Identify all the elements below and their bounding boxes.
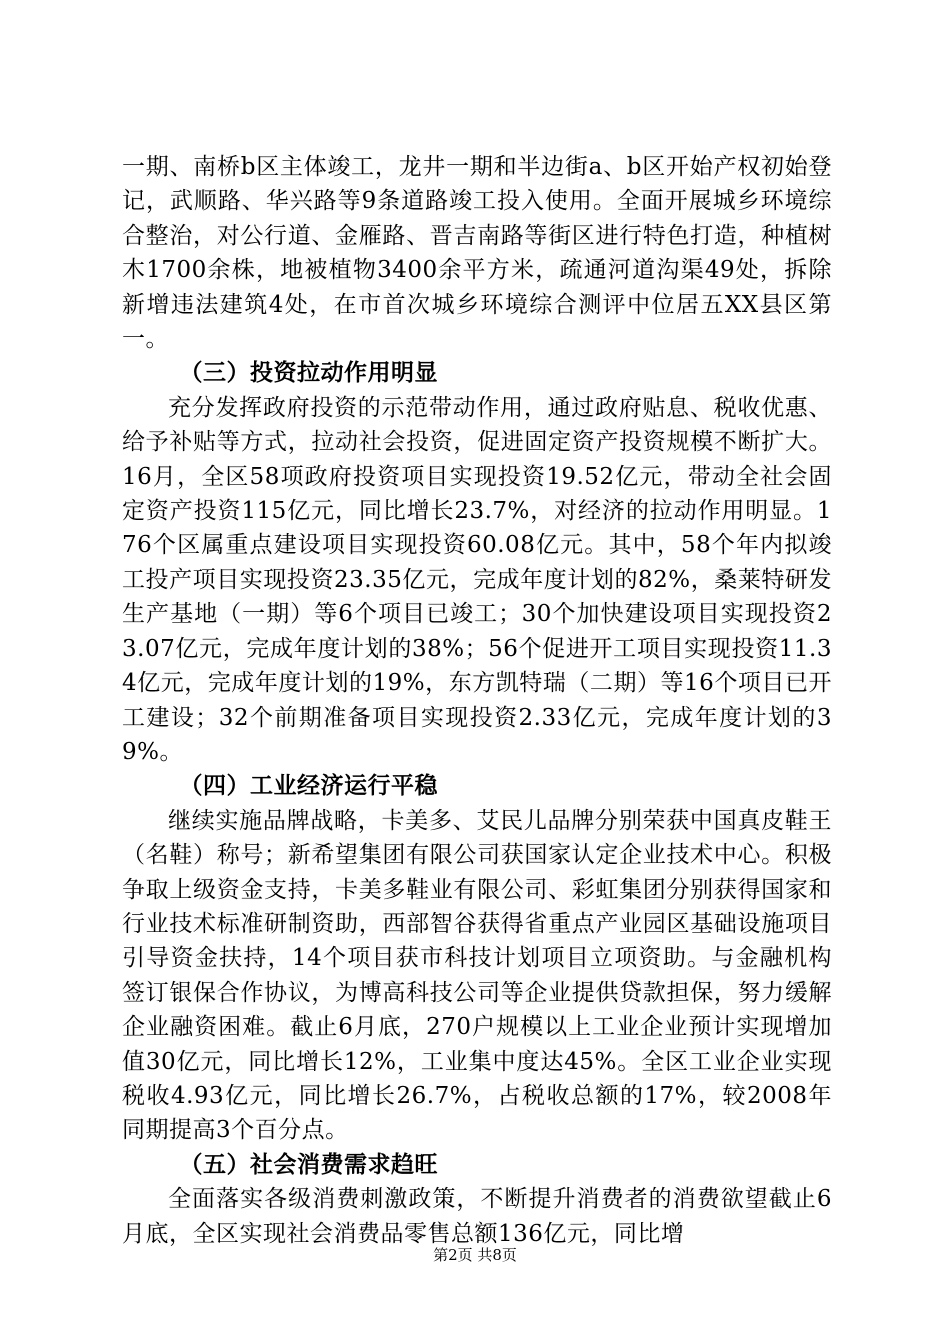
paragraph-consumption: 全面落实各级消费刺激政策，不断提升消费者的消费欲望截止6月底，全区实现社会消费品零售总额136亿元，同比增 (122, 1186, 832, 1247)
section-heading-investment: （三）投资拉动作用明显 (179, 360, 438, 387)
paragraph-industry: 继续实施品牌战略，卡美多、艾民儿品牌分别荣获中国真皮鞋王（名鞋）称号；新希望集团有限公司获国家认定企业技术中心。积极争取上级资金支持，卡美多鞋业有限公司、彩虹集团分别获得国家和行业技术标准研制资助，西部智谷获得省重点产业园区基础设施项目引导资金扶持，14个项目获市科技计划项目立项资助。与金融机构签订银保合作协议，为博高科技公司等企业提供贷款担保，努力缓解企业融资困难。截止6月底，270户规模以上工业企业预计实现增加值30亿元，同比增长12%，工业集中度达45%。全区工业企业实现税收4.93亿元，同比增长26.7%，占税收总额的17%，较2008年同期提高3个百分点。 (122, 807, 832, 1144)
document-body (122, 150, 832, 1251)
section-heading-industry: （四）工业经济运行平稳 (179, 773, 438, 800)
section-heading-consumption: （五）社会消费需求趋旺 (179, 1151, 438, 1178)
paragraph-continued: 一期、南桥b区主体竣工，龙井一期和半边街a、b区开始产权初始登记，武顺路、华兴路等9条道路竣工投入使用。全面开展城乡环境综合整治，对公行道、金雁路、晋吉南路等街区进行特色打造，种植树木1700余株，地被植物3400余平方米，疏通河道沟渠49处，拆除新增违法建筑4处，在市首次城乡环境综合测评中位居五XX县区第一。 (122, 154, 832, 353)
paragraph-investment: 充分发挥政府投资的示范带动作用，通过政府贴息、税收优惠、给予补贴等方式，拉动社会投资，促进固定资产投资规模不断扩大。16月，全区58项政府投资项目实现投资19.52亿元，带动全社会固定资产投资115亿元，同比增长23.7%，对经济的拉动作用明显。176个区属重点建设项目实现投资60.08亿元。其中，58个年内拟竣工投产项目实现投资23.35亿元，完成年度计划的82%，桑莱特研发生产基地（一期）等6个项目已竣工；30个加快建设项目实现投资23.07亿元，完成年度计划的38%；56个促进开工项目实现投资11.34亿元，完成年度计划的19%，东方凯特瑞（二期）等16个项目已开工建设；32个前期准备项目实现投资2.33亿元，完成年度计划的39%。 (122, 394, 832, 765)
page-footer: 第2页 共8页 (433, 1246, 517, 1264)
